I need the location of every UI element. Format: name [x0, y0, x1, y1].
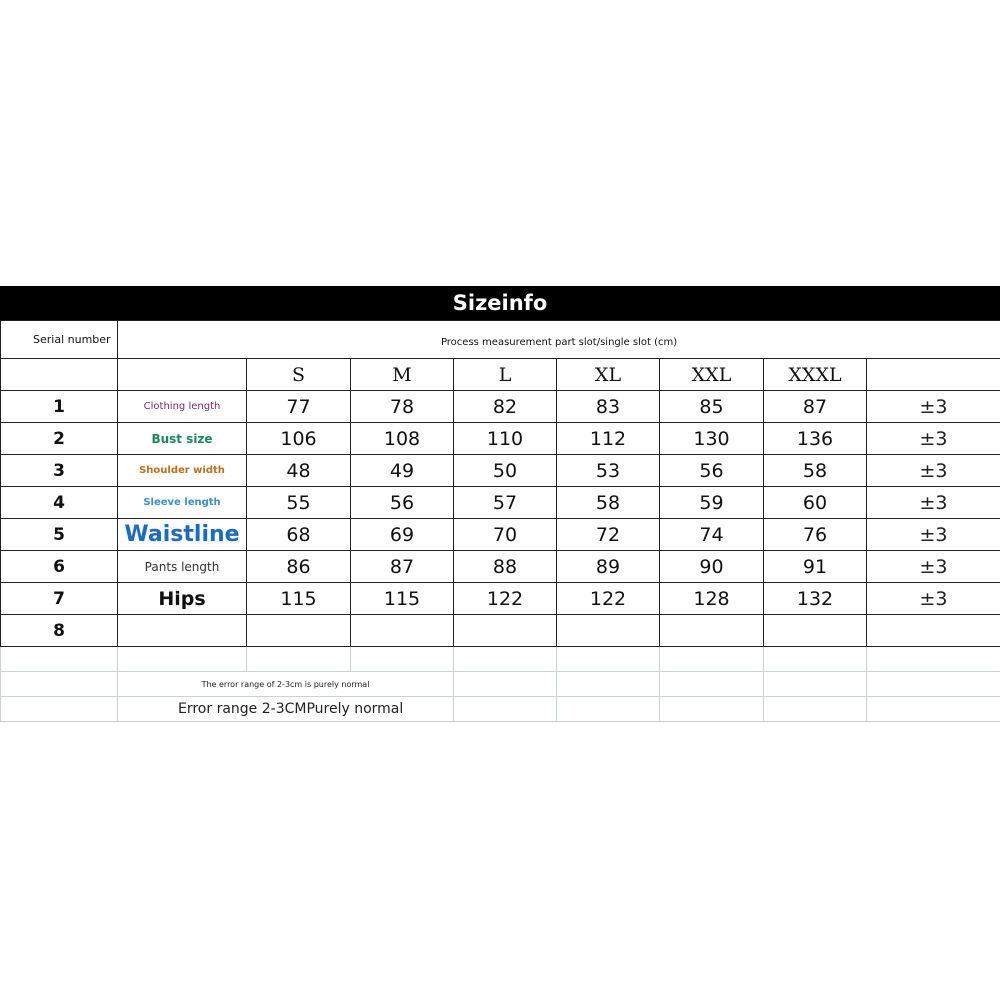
part-name: Hips [118, 583, 247, 615]
serial-no: 7 [1, 583, 118, 615]
tolerance-cell: ±3 [867, 455, 1000, 487]
value-cell: 87 [764, 391, 867, 423]
tolerance-cell: ±3 [867, 519, 1000, 551]
value-cell: 58 [557, 487, 660, 519]
value-cell: 132 [764, 583, 867, 615]
value-cell: 83 [557, 391, 660, 423]
value-cell: 60 [764, 487, 867, 519]
value-cell: 53 [557, 455, 660, 487]
part-name [118, 615, 247, 647]
value-cell: 58 [764, 455, 867, 487]
value-cell: 57 [454, 487, 557, 519]
value-cell: 128 [660, 583, 764, 615]
table-row [1, 455, 1000, 487]
tolerance-cell: ±3 [867, 487, 1000, 519]
value-cell: 56 [351, 487, 454, 519]
value-cell: 122 [557, 583, 660, 615]
serial-no: 8 [1, 615, 118, 647]
size-xxxl: XXXL [764, 359, 867, 391]
serial-no: 5 [1, 519, 118, 551]
value-cell: 106 [247, 423, 351, 455]
table-row [1, 487, 1000, 519]
value-cell: 110 [454, 423, 557, 455]
part-name: Sleeve length [118, 487, 247, 519]
part-name: Waistline [118, 519, 247, 551]
value-cell [764, 615, 867, 647]
size-table [0, 320, 1000, 722]
size-m: M [351, 359, 454, 391]
value-cell: 70 [454, 519, 557, 551]
value-cell: 49 [351, 455, 454, 487]
part-name: Bust size [118, 423, 247, 455]
table-row [1, 583, 1000, 615]
serial-no: 3 [1, 455, 118, 487]
process-measurement-header: Process measurement part slot/single slot (cm) [118, 321, 1000, 359]
value-cell: 72 [557, 519, 660, 551]
value-cell [247, 615, 351, 647]
value-cell: 69 [351, 519, 454, 551]
value-cell [454, 615, 557, 647]
value-cell: 55 [247, 487, 351, 519]
part-name: Clothing length [118, 391, 247, 423]
serial-no: 2 [1, 423, 118, 455]
value-cell: 56 [660, 455, 764, 487]
tolerance-cell: ±3 [867, 583, 1000, 615]
value-cell: 77 [247, 391, 351, 423]
value-cell: 115 [351, 583, 454, 615]
value-cell: 68 [247, 519, 351, 551]
value-cell: 122 [454, 583, 557, 615]
size-xxl: XXL [660, 359, 764, 391]
tolerance-cell: ±3 [867, 391, 1000, 423]
table-row [1, 423, 1000, 455]
table-row [1, 519, 1000, 551]
chart-title: Sizeinfo [0, 286, 1000, 320]
size-chart [0, 286, 1000, 716]
value-cell: 86 [247, 551, 351, 583]
serial-no: 4 [1, 487, 118, 519]
size-xl: XL [557, 359, 660, 391]
value-cell: 48 [247, 455, 351, 487]
error-note-small: The error range of 2-3cm is purely normal [118, 672, 454, 697]
serial-no: 1 [1, 391, 118, 423]
size-l: L [454, 359, 557, 391]
value-cell: 115 [247, 583, 351, 615]
value-cell [351, 615, 454, 647]
table-row [1, 391, 1000, 423]
value-cell: 87 [351, 551, 454, 583]
value-cell: 78 [351, 391, 454, 423]
value-cell: 82 [454, 391, 557, 423]
size-s: S [247, 359, 351, 391]
value-cell: 88 [454, 551, 557, 583]
value-cell: 108 [351, 423, 454, 455]
value-cell: 74 [660, 519, 764, 551]
size-header-row [1, 359, 1000, 391]
value-cell: 112 [557, 423, 660, 455]
tolerance-cell [867, 615, 1000, 647]
value-cell [557, 615, 660, 647]
value-cell: 91 [764, 551, 867, 583]
note-row [1, 697, 1000, 722]
value-cell: 90 [660, 551, 764, 583]
part-name: Pants length [118, 551, 247, 583]
tolerance-cell: ±3 [867, 423, 1000, 455]
value-cell: 59 [660, 487, 764, 519]
tolerance-cell: ±3 [867, 551, 1000, 583]
value-cell [660, 615, 764, 647]
table-row [1, 551, 1000, 583]
serial-number-header: Serial number [1, 321, 118, 359]
blank-row [1, 647, 1000, 672]
value-cell: 76 [764, 519, 867, 551]
value-cell: 130 [660, 423, 764, 455]
serial-no: 6 [1, 551, 118, 583]
table-row [1, 615, 1000, 647]
value-cell: 136 [764, 423, 867, 455]
note-row [1, 672, 1000, 697]
value-cell: 89 [557, 551, 660, 583]
value-cell: 85 [660, 391, 764, 423]
part-name: Shoulder width [118, 455, 247, 487]
error-note: Error range 2-3CMPurely normal [118, 697, 454, 722]
value-cell: 50 [454, 455, 557, 487]
